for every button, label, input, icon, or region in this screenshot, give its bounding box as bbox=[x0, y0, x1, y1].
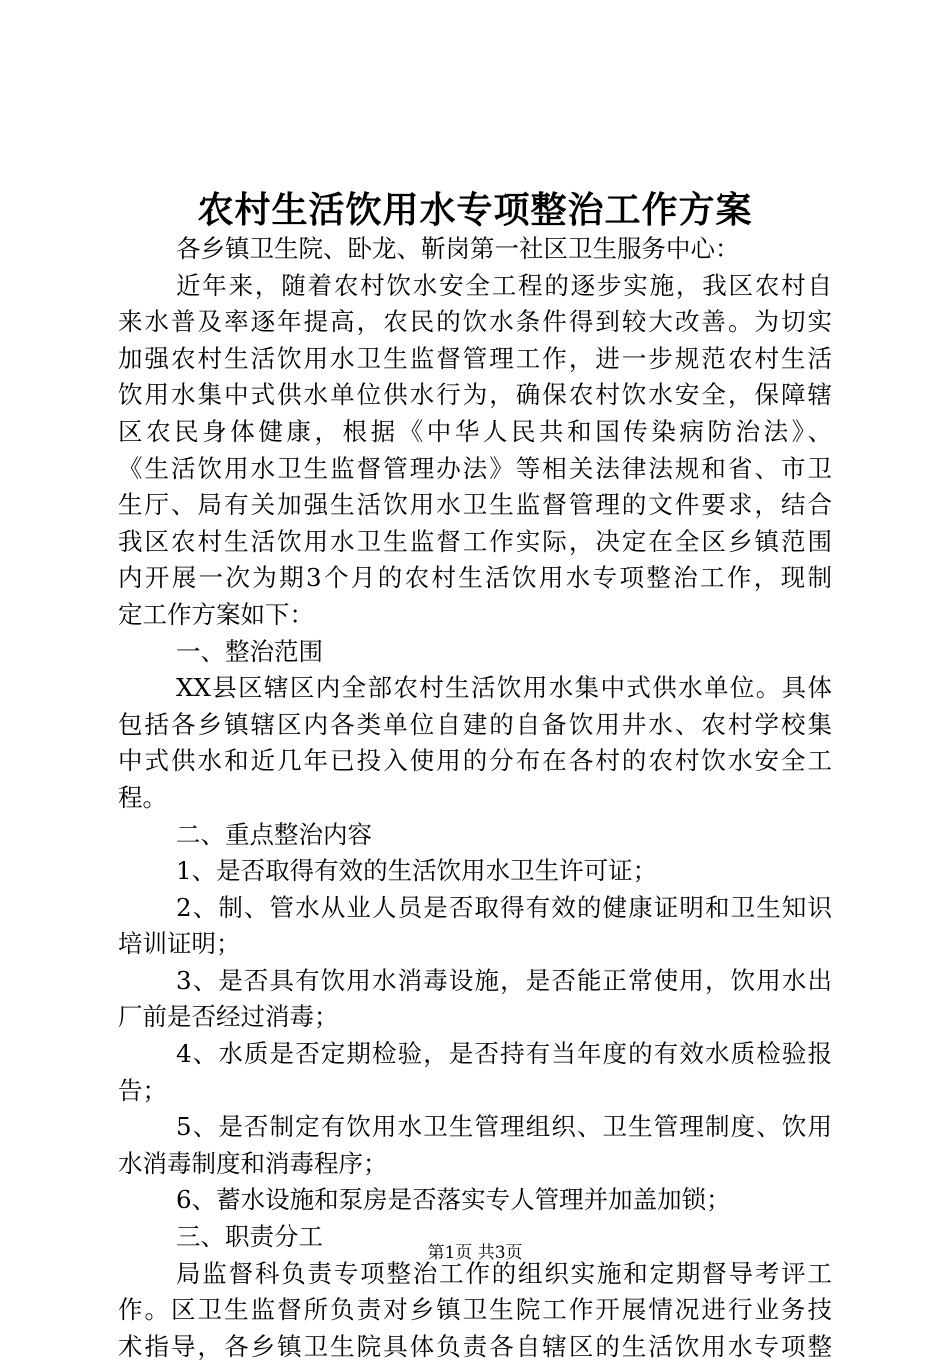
text-line: 水消毒制度和消毒程序； bbox=[118, 1148, 388, 1178]
text-line: 术指导，各乡镇卫生院具体负责各自辖区的生活饮用水专项整 bbox=[118, 1331, 832, 1361]
text-line: 三、职责分工 bbox=[176, 1222, 323, 1252]
document-body bbox=[118, 231, 832, 1365]
text-line: 3、是否具有饮用水消毒设施，是否能正常使用，饮用水出 bbox=[176, 965, 832, 995]
text-line: 饮用水集中式供水单位供水行为，确保农村饮水安全，保障辖 bbox=[118, 380, 832, 410]
text-line: 区农民身体健康，根据《中华人民共和国传染病防治法》、 bbox=[118, 416, 832, 446]
text-line: 近年来，随着农村饮水安全工程的逐步实施，我区农村自 bbox=[176, 270, 832, 300]
text-line: 厂前是否经过消毒； bbox=[118, 1002, 339, 1032]
text-line: 来水普及率逐年提高，农民的饮水条件得到较大改善。为切实 bbox=[118, 307, 832, 337]
text-line: 4、水质是否定期检验，是否持有当年度的有效水质检验报 bbox=[176, 1039, 832, 1069]
page-footer: 第1页 共3页 bbox=[427, 1243, 523, 1263]
text-line: 5、是否制定有饮用水卫生管理组织、卫生管理制度、饮用 bbox=[176, 1112, 832, 1142]
text-line: 加强农村生活饮用水卫生监督管理工作，进一步规范农村生活 bbox=[118, 343, 832, 373]
text-line: XX县区辖区内全部农村生活饮用水集中式供水单位。具体 bbox=[176, 673, 832, 703]
text-line: 局监督科负责专项整治工作的组织实施和定期督导考评工 bbox=[176, 1258, 832, 1288]
text-line: 程。 bbox=[118, 782, 167, 812]
text-line: 一、整治范围 bbox=[176, 636, 323, 666]
text-line: 培训证明； bbox=[118, 929, 241, 959]
text-line: 定工作方案如下： bbox=[118, 599, 314, 629]
text-line: 《生活饮用水卫生监督管理办法》等相关法律法规和省、市卫 bbox=[118, 453, 832, 483]
text-line: 包括各乡镇辖区内各类单位自建的自备饮用井水、农村学校集 bbox=[118, 709, 832, 739]
text-line: 生厅、局有关加强生活饮用水卫生监督管理的文件要求，结合 bbox=[118, 490, 832, 520]
text-line: 各乡镇卫生院、卧龙、靳岗第一社区卫生服务中心： bbox=[176, 234, 740, 263]
text-line: 二、重点整治内容 bbox=[176, 819, 372, 849]
text-line: 1、是否取得有效的生活饮用水卫生许可证； bbox=[176, 856, 658, 886]
text-line: 中式供水和近几年已投入使用的分布在各村的农村饮水安全工 bbox=[118, 746, 832, 776]
document-title: 农村生活饮用水专项整治工作方案 bbox=[197, 190, 753, 231]
text-line: 6、蓄水设施和泵房是否落实专人管理并加盖加锁； bbox=[176, 1185, 731, 1215]
text-line: 作。区卫生监督所负责对乡镇卫生院工作开展情况进行业务技 bbox=[118, 1295, 832, 1325]
text-line: 我区农村生活饮用水卫生监督工作实际，决定在全区乡镇范围 bbox=[118, 526, 832, 556]
text-line: 内开展一次为期3个月的农村生活饮用水专项整治工作，现制 bbox=[118, 563, 832, 593]
text-line: 2、制、管水从业人员是否取得有效的健康证明和卫生知识 bbox=[176, 892, 832, 922]
text-line: 告； bbox=[118, 1075, 167, 1105]
